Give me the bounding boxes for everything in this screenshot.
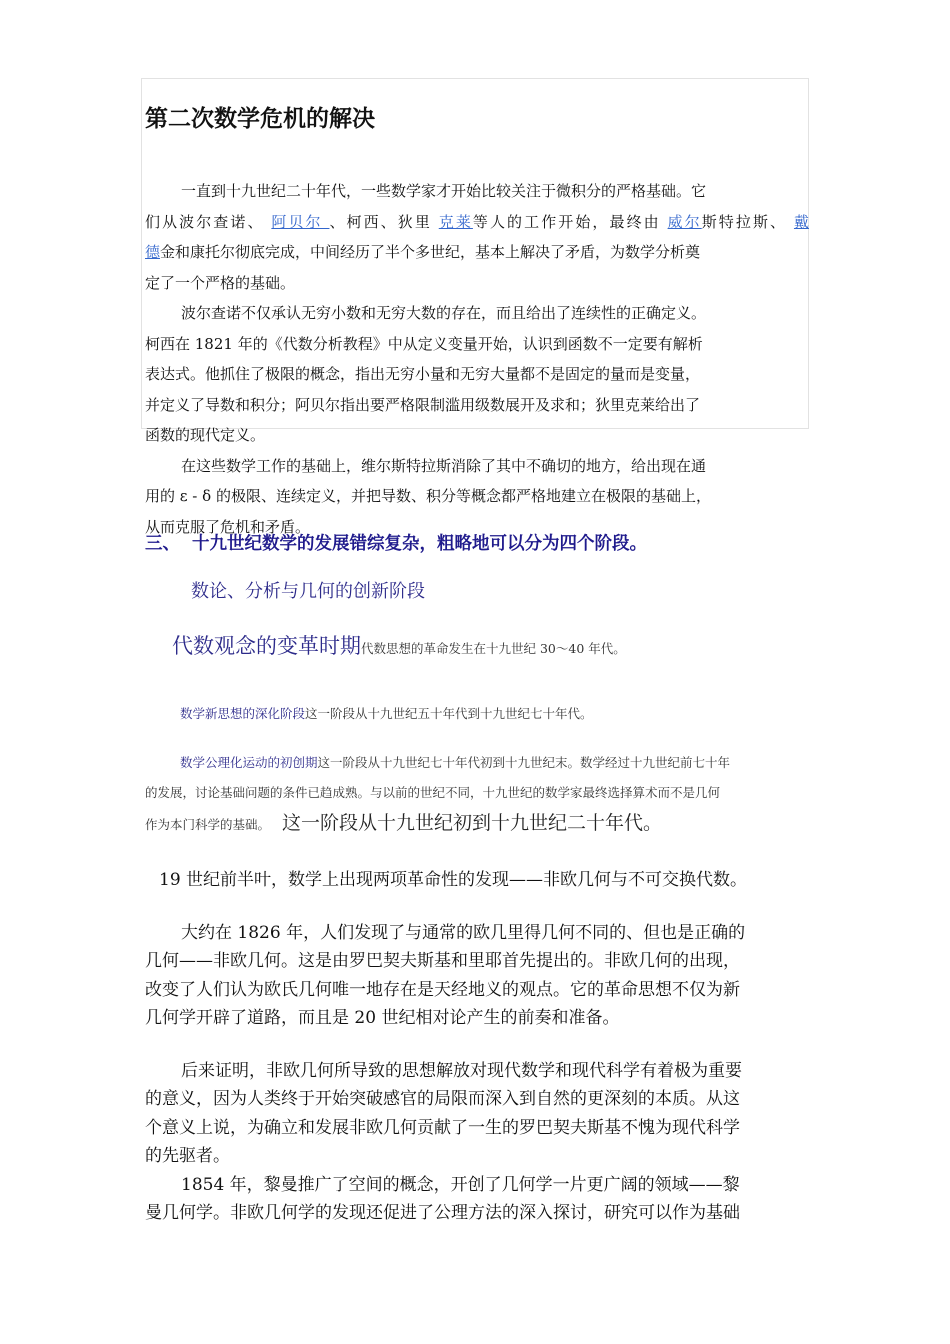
section1-line: [145, 451, 809, 482]
body-line: 个意义上说，为确立和发展非欧几何贡献了一生的罗巴契夫斯基不愧为现代科学: [145, 1117, 740, 1138]
section-crisis-resolution: [145, 176, 809, 542]
stage-three: [180, 704, 593, 722]
stage-three-label: 数学新思想的深化阶段: [180, 706, 306, 721]
stage-two: [172, 630, 626, 660]
text-run: 在这些数学工作的基础上，维尔斯特拉斯消除了其中不确切的地方，给出现在通: [181, 456, 707, 475]
text-run: 定了一个严格的基础。: [145, 273, 296, 292]
section-three-heading: [145, 530, 647, 555]
section1-line: [145, 237, 809, 268]
section1-line: [145, 420, 809, 451]
body-line: 的先驱者。: [145, 1146, 230, 1166]
text-run: 、柯西、狄里: [329, 212, 439, 231]
text-run: 从而克服了危机和矛盾。: [145, 517, 311, 536]
text-run: 函数的现代定义。: [145, 426, 266, 444]
person-link[interactable]: 德: [145, 243, 161, 261]
page-title: 第二次数学危机的解决: [145, 106, 375, 132]
body-line: 的意义，因为人类终于开始突破感官的局限而深入到自然的更深刻的本质。从这: [145, 1089, 740, 1109]
body-line: 改变了人们认为欧氏几何唯一地存在是天经地义的观点。它的革命思想不仅为新: [145, 979, 740, 1000]
text-run: 并定义了导数和积分；阿贝尔指出要严格限制滥用级数展开及求和；狄里克莱给出了: [145, 395, 701, 414]
text-run: 表达式。他抓住了极限的概念，指出无穷小量和无穷大量都不是固定的量而是变量，: [145, 365, 701, 383]
stage-two-label: 代数观念的变革时期: [172, 634, 361, 658]
section1-line: [145, 298, 809, 329]
section1-line: [145, 176, 809, 207]
text-run: 波尔查诺不仅承认无穷小数和无穷大数的存在，而且给出了连续性的正确定义。: [181, 304, 707, 322]
section1-line: [145, 481, 809, 512]
stage-four: [145, 748, 807, 840]
section-heading-text: 十九世纪数学的发展错综复杂，粗略地可以分为四个阶段。: [192, 534, 647, 554]
section1-line: [145, 390, 809, 421]
body-line: 大约在 1826 年，人们发现了与通常的欧几里得几何不同的、但也是正确的: [181, 922, 746, 943]
section1-line: [145, 359, 809, 390]
person-link[interactable]: 戴: [793, 212, 809, 231]
person-link[interactable]: 阿贝尔: [271, 212, 330, 231]
paragraph-significance: [145, 1057, 809, 1171]
text-run: 用的 ε - δ 的极限、连续定义，并把导数、积分等概念都严格地建立在极限的基础上，: [145, 487, 711, 505]
text-run: 们从波尔查诺、: [145, 212, 272, 231]
text-run: 金和康托尔彻底完成，中间经历了半个多世纪，基本上解决了矛盾，为数学分析奠: [160, 243, 701, 261]
section1-line: [145, 268, 809, 299]
stage-four-label: 数学公理化运动的初创期: [180, 755, 318, 770]
body-line: 后来证明，非欧几何所导致的思想解放对现代数学和现代科学有着极为重要: [181, 1060, 742, 1081]
stage-three-text: 这一阶段从十九世纪五十年代到十九世纪七十年代。: [305, 706, 593, 721]
stage-four-big-text: 这一阶段从十九世纪初到十九世纪二十年代。: [282, 812, 663, 834]
stage-one-label: 数论、分析与几何的创新阶段: [191, 581, 425, 602]
stage-two-text: 代数思想的革命发生在十九世纪 30～40 年代。: [361, 641, 626, 656]
stage-four-line-2: 的发展，讨论基础问题的条件已趋成熟。与以前的世纪不同，十九世纪的数学家最终选择算术而不是几何: [145, 785, 721, 800]
text-run: 斯特拉斯、: [701, 212, 794, 231]
section-number: 三、: [145, 534, 180, 554]
text-run: 柯西在 1821 年的《代数分析教程》中从定义变量开始，认识到函数不一定要有解析: [145, 334, 703, 353]
paragraph-riemann: [145, 1171, 809, 1228]
stage-four-line-3: 作为本门科学的基础。: [145, 817, 271, 832]
paragraph-non-euclidean: [145, 919, 809, 1033]
person-link[interactable]: 威尔: [667, 212, 702, 231]
person-link[interactable]: 克莱: [438, 212, 473, 231]
body-text: [145, 866, 809, 1228]
body-line: 1854 年，黎曼推广了空间的概念，开创了几何学一片更广阔的领域——黎: [181, 1174, 740, 1195]
text-run: 一直到十九世纪二十年代，一些数学家才开始比较关注于微积分的严格基础。它: [181, 182, 707, 200]
body-line: 几何学开辟了道路，而且是 20 世纪相对论产生的前奏和准备。: [145, 1008, 620, 1028]
paragraph-revolutionary-discoveries: 19 世纪前半叶，数学上出现两项革命性的发现——非欧几何与不可交换代数。: [159, 870, 748, 890]
text-run: 等人的工作开始，最终由: [472, 212, 668, 231]
section1-line: [145, 207, 809, 238]
body-line: 曼几何学。非欧几何学的发现还促进了公理方法的深入探讨，研究可以作为基础: [145, 1203, 740, 1223]
stage-four-line-1: 这一阶段从十九世纪七十年代初到十九世纪末。数学经过十九世纪前七十年: [317, 755, 731, 770]
section1-line: [145, 329, 809, 360]
body-line: 几何——非欧几何。这是由罗巴契夫斯基和里耶首先提出的。非欧几何的出现，: [145, 951, 740, 971]
